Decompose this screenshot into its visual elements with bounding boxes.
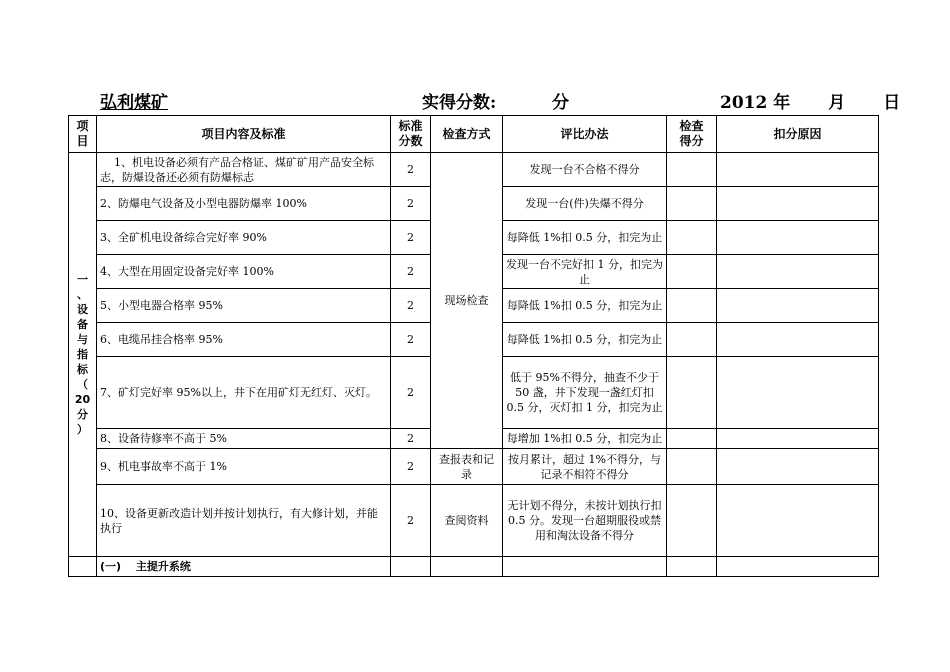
row-deduction: [717, 221, 879, 255]
table-row-footer: [69, 557, 879, 577]
row-method: 无计划不得分，未按计划执行扣 0.5 分。发现一台超期服役或禁用和淘汰设备不得分: [503, 485, 667, 557]
row-deduction: [717, 449, 879, 485]
table-row: [69, 449, 879, 485]
row-method: 发现一台(件)失爆不得分: [503, 187, 667, 221]
footer-empty: [667, 557, 717, 577]
row-content: 7、矿灯完好率 95%以上，井下在用矿灯无红灯、灭灯。: [97, 357, 391, 429]
row-score: 2: [391, 485, 431, 557]
row-method: 每增加 1%扣 0.5 分，扣完为止: [503, 429, 667, 449]
row-method: 低于 95%不得分，抽查不少于 50 盏，井下发现一盏红灯扣 0.5 分，灭灯扣 1 分，扣完为止: [503, 357, 667, 429]
row-deduction: [717, 485, 879, 557]
row-check-score: [667, 485, 717, 557]
footer-item-cell: [69, 557, 97, 577]
score-label: 实得分数:: [422, 93, 497, 113]
table-row: [69, 485, 879, 557]
row-score: 2: [391, 255, 431, 289]
inspection-docs: 查阅资料: [431, 485, 503, 557]
row-check-score: [667, 429, 717, 449]
inspection-table: [68, 115, 879, 577]
month-label: 月: [828, 93, 846, 113]
footer-empty: [717, 557, 879, 577]
section-heading: (一) 主提升系统: [97, 557, 391, 577]
row-check-score: [667, 449, 717, 485]
row-method: 发现一台不完好扣 1 分，扣完为止: [503, 255, 667, 289]
row-deduction: [717, 255, 879, 289]
table-row: [69, 153, 879, 187]
day-label: 日: [883, 93, 901, 113]
inspection-onsite: 现场检查: [431, 153, 503, 449]
col-header-content: 项目内容及标准: [97, 116, 391, 153]
table-header-row: [69, 116, 879, 153]
row-content: 3、全矿机电设备综合完好率 90%: [97, 221, 391, 255]
row-deduction: [717, 429, 879, 449]
row-deduction: [717, 357, 879, 429]
row-deduction: [717, 187, 879, 221]
score-unit: 分: [552, 93, 569, 113]
year-label: 2012 年: [720, 93, 791, 113]
row-check-score: [667, 357, 717, 429]
col-header-standard-score: 标准 分数: [391, 116, 431, 153]
row-check-score: [667, 221, 717, 255]
col-header-rating-method: 评比办法: [503, 116, 667, 153]
row-content: 1、机电设备必须有产品合格证、煤矿矿用产品安全标志，防爆设备还必须有防爆标志: [97, 153, 391, 187]
row-deduction: [717, 323, 879, 357]
row-score: 2: [391, 289, 431, 323]
category-cell: 一 、 设 备 与 指 标 （ 20 分 ）: [69, 153, 97, 557]
row-content: 9、机电事故率不高于 1%: [97, 449, 391, 485]
row-content: 8、设备待修率不高于 5%: [97, 429, 391, 449]
date-line: [720, 88, 900, 113]
row-deduction: [717, 289, 879, 323]
row-score: 2: [391, 429, 431, 449]
inspection-records: 查报表和记录: [431, 449, 503, 485]
row-deduction: [717, 153, 879, 187]
row-content: 6、电缆吊挂合格率 95%: [97, 323, 391, 357]
row-score: 2: [391, 187, 431, 221]
row-content: 4、大型在用固定设备完好率 100%: [97, 255, 391, 289]
col-header-check-method: 检查方式: [431, 116, 503, 153]
col-header-check-score: 检查 得分: [667, 116, 717, 153]
mine-name: 弘利煤矿: [100, 93, 168, 113]
row-check-score: [667, 323, 717, 357]
footer-empty: [391, 557, 431, 577]
row-score: 2: [391, 221, 431, 255]
row-method: 按月累计，超过 1%不得分，与记录不相符不得分: [503, 449, 667, 485]
row-method: 每降低 1%扣 0.5 分，扣完为止: [503, 289, 667, 323]
col-header-item: 项 目: [69, 116, 97, 153]
row-content: 5、小型电器合格率 95%: [97, 289, 391, 323]
row-score: 2: [391, 153, 431, 187]
col-header-deduction-reason: 扣分原因: [717, 116, 879, 153]
row-check-score: [667, 187, 717, 221]
footer-empty: [503, 557, 667, 577]
row-score: 2: [391, 357, 431, 429]
row-method: 发现一台不合格不得分: [503, 153, 667, 187]
row-check-score: [667, 153, 717, 187]
row-score: 2: [391, 323, 431, 357]
row-check-score: [667, 289, 717, 323]
row-score: 2: [391, 449, 431, 485]
row-content: 2、防爆电气设备及小型电器防爆率 100%: [97, 187, 391, 221]
row-method: 每降低 1%扣 0.5 分，扣完为止: [503, 323, 667, 357]
row-content: 10、设备更新改造计划并按计划执行，有大修计划，并能执行: [97, 485, 391, 557]
row-method: 每降低 1%扣 0.5 分，扣完为止: [503, 221, 667, 255]
row-check-score: [667, 255, 717, 289]
footer-empty: [431, 557, 503, 577]
